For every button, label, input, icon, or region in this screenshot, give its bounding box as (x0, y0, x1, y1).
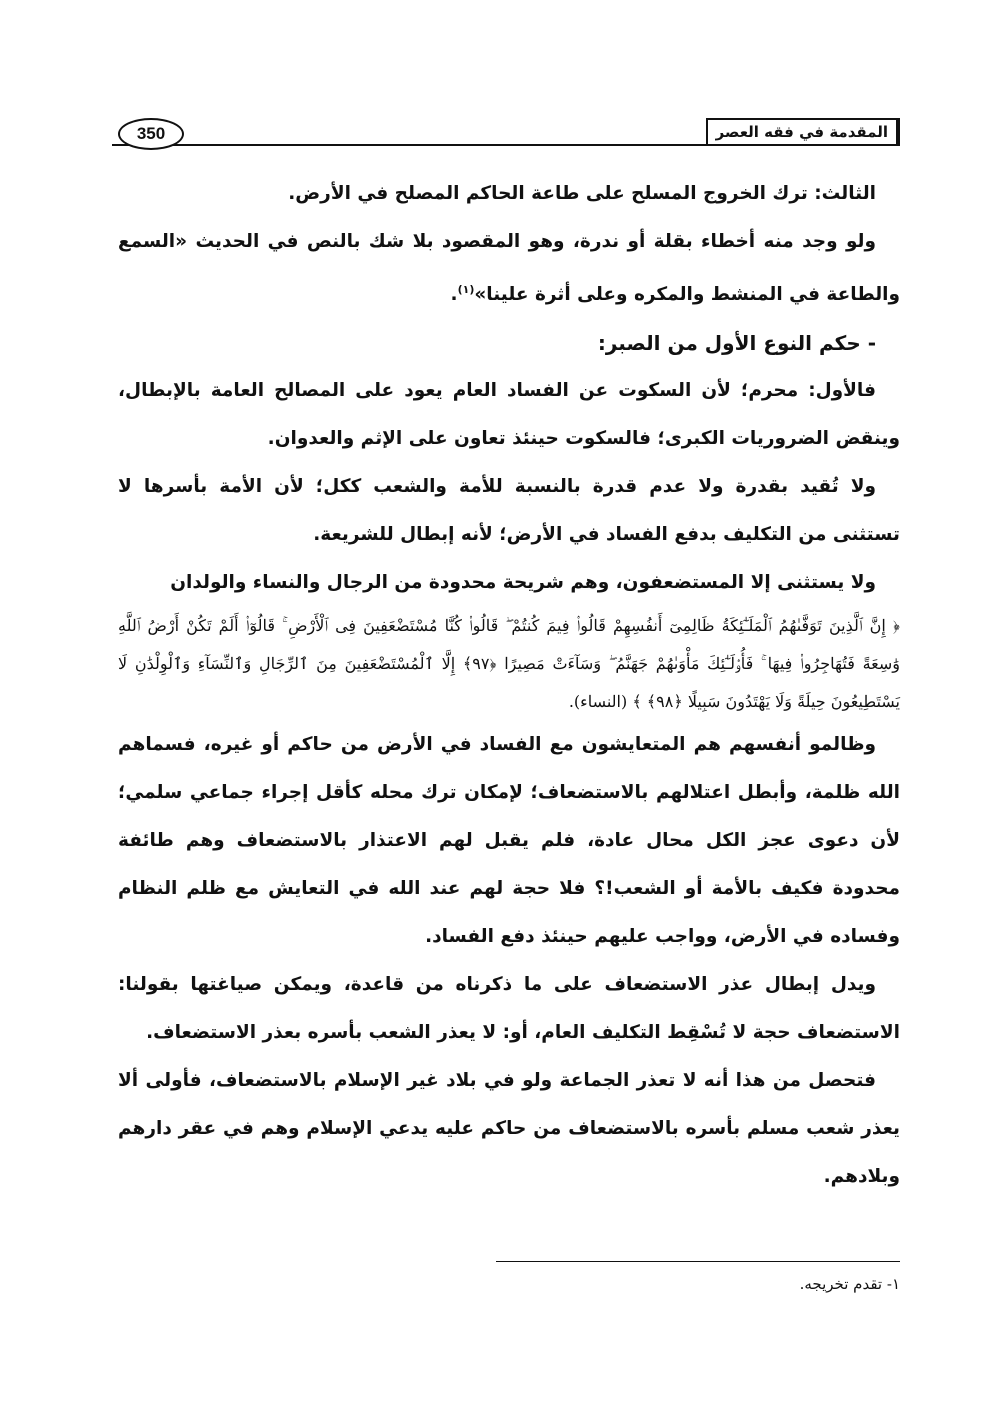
page-header (112, 114, 900, 152)
footnote-ref: (١) (457, 283, 475, 296)
hadith-end: . (450, 284, 458, 306)
paragraph-no-exception: ولا تُقيد بقدرة ولا عدم قدرة بالنسبة للأمة والشعب ككل؛ لأن الأمة بأسرها لا تستثنى من التكليف بدفع الفساد في الأرض؛ لأنه إبطال للشريعة. (118, 476, 900, 546)
paragraph-rule: ويدل إبطال عذر الاستضعاف على ما ذكرناه من قاعدة، ويمكن صياغتها بقولنا: الاستضعاف حجة لا تُسْقِط التكليف العام، أو: لا يعذر الشعب بأسره بعذر الاستضعاف. (118, 974, 900, 1044)
verse-source: (النساء). (568, 692, 628, 712)
header-rule (112, 144, 900, 146)
paragraph-self-wrongers: وظالمو أنفسهم هم المتعايشون مع الفساد في الأرض من حاكم أو غيره، فسماهم الله ظلمة، وأبطل اعتلالهم بالاستضعاف؛ لإمكان ترك محله كأقل إجراء جماعي سلمي؛ لأن دعوى عجز الكل محال عادة، فلم يقبل لهم الاعتذار بالاستضعاف وهم طائفة محدودة فكيف بالأمة أو الشعب!؟ فلا حجة لهم عند الله في التعايش مع ظلم النظام وفساده في الأرض، وواجب عليهم حينئذ دفع الفساد. (118, 734, 900, 948)
book-title: المقدمة في فقه العصر (706, 118, 900, 144)
paragraph-oppressed-intro: ولا يستثنى إلا المستضعفون، وهم شريحة محدودة من الرجال والنساء والولدان (170, 572, 876, 594)
page-body (118, 170, 900, 1201)
paragraph-third-point: الثالث: ترك الخروج المسلح على طاعة الحاكم المصلح في الأرض. (288, 183, 876, 204)
page-number: 350 (118, 118, 184, 150)
verse-text: ﴿ إِنَّ ٱلَّذِينَ تَوَفَّىٰهُمُ ٱلْمَلَـٰٓئِكَةُ ظَالِمِىٓ أَنفُسِهِمْ قَالُوا۟ فِيمَ كُنتُمْ ۖ قَالُوا۟ كُنَّا مُسْتَضْعَفِينَ فِى ٱلْأَرْضِ ۚ قَالُوٓا۟ أَلَمْ تَكُنْ أَرْضُ ٱللَّهِ وَٰسِعَةً فَتُهَاجِرُوا۟ فِيهَا ۚ فَأُو۟لَـٰٓئِكَ مَأْوَىٰهُمْ جَهَنَّمُ ۖ وَسَآءَتْ مَصِيرًا ﴿٩٧﴾ إِلَّا ٱلْمُسْتَضْعَفِينَ مِنَ ٱلرِّجَالِ وَٱلنِّسَآءِ وَٱلْوِلْدَٰنِ لَا يَسْتَطِيعُونَ حِيلَةً وَلَا يَهْتَدُونَ سَبِيلًا ﴿٩٨﴾ ﴾ (118, 616, 900, 712)
section-heading: - حكم النوع الأول من الصبر: (597, 331, 876, 356)
footnote: ١- تقدم تخريجه. (799, 1275, 900, 1293)
paragraph-conclusion: فتحصل من هذا أنه لا تعذر الجماعة ولو في بلاد غير الإسلام بالاستضعاف، فأولى ألا يعذر شعب مسلم بأسره بالاستضعاف من حاكم عليه يدعي الإسلام وهم في عقر دارهم وبلادهم. (118, 1070, 900, 1188)
hadith-text: ولو وجد منه أخطاء بقلة أو ندرة، وهو المقصود بلا شك بالنص في الحديث «السمع والطاعة في المنشط والمكره وعلى أثرة علينا» (118, 231, 900, 306)
paragraph-hadith (118, 218, 900, 319)
paragraph-first-ruling: فالأول: محرم؛ لأن السكوت عن الفساد العام يعود على المصالح العامة بالإبطال، وينقض الضروريات الكبرى؛ فالسكوت حينئذ تعاون على الإثم والعدوان. (118, 380, 900, 450)
quran-verse (118, 607, 900, 721)
footnote-rule (496, 1261, 900, 1262)
